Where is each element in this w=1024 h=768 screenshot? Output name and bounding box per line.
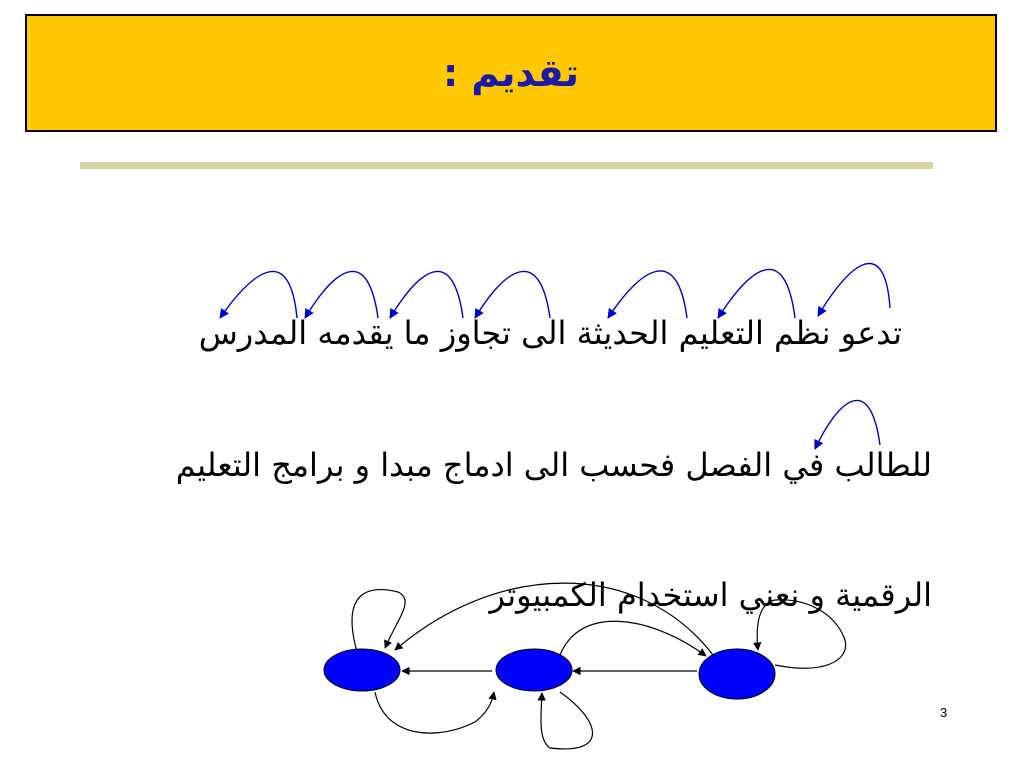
graph-node-left bbox=[324, 649, 400, 691]
word-arrow bbox=[390, 271, 463, 318]
body-line-2: للطالب في الفصل فحسب الى ادماج مبدا و برامج التعليم bbox=[175, 446, 932, 484]
word-arrow bbox=[815, 400, 880, 449]
word-arrows-line-2 bbox=[815, 400, 880, 449]
edge-right-self-loop bbox=[757, 600, 845, 668]
edge-left-to-middle bbox=[375, 692, 494, 733]
word-arrow bbox=[718, 269, 795, 318]
graph-node-middle bbox=[496, 649, 572, 691]
edge-middle-to-right bbox=[560, 621, 706, 656]
body-line-1: تدعو نظم التعليم الحديثة الى تجاوز ما يقدمه المدرس bbox=[198, 314, 902, 352]
page-number: 3 bbox=[940, 705, 948, 720]
slide-title: تقديم : bbox=[442, 51, 580, 95]
word-arrows-line-1 bbox=[220, 263, 890, 318]
body-line-3: الرقمية و نعني استخدام الكمبيوتر bbox=[489, 576, 932, 614]
edge-middle-self-loop bbox=[541, 692, 593, 749]
word-arrow bbox=[475, 271, 550, 318]
word-arrow bbox=[608, 271, 687, 318]
edge-left-self-loop bbox=[352, 590, 405, 652]
edge-right-to-left bbox=[395, 583, 713, 655]
word-arrow bbox=[220, 271, 297, 318]
word-arrow bbox=[818, 263, 890, 316]
graph-node-right bbox=[699, 649, 775, 699]
node-graph bbox=[324, 583, 846, 749]
word-arrow bbox=[305, 271, 378, 318]
